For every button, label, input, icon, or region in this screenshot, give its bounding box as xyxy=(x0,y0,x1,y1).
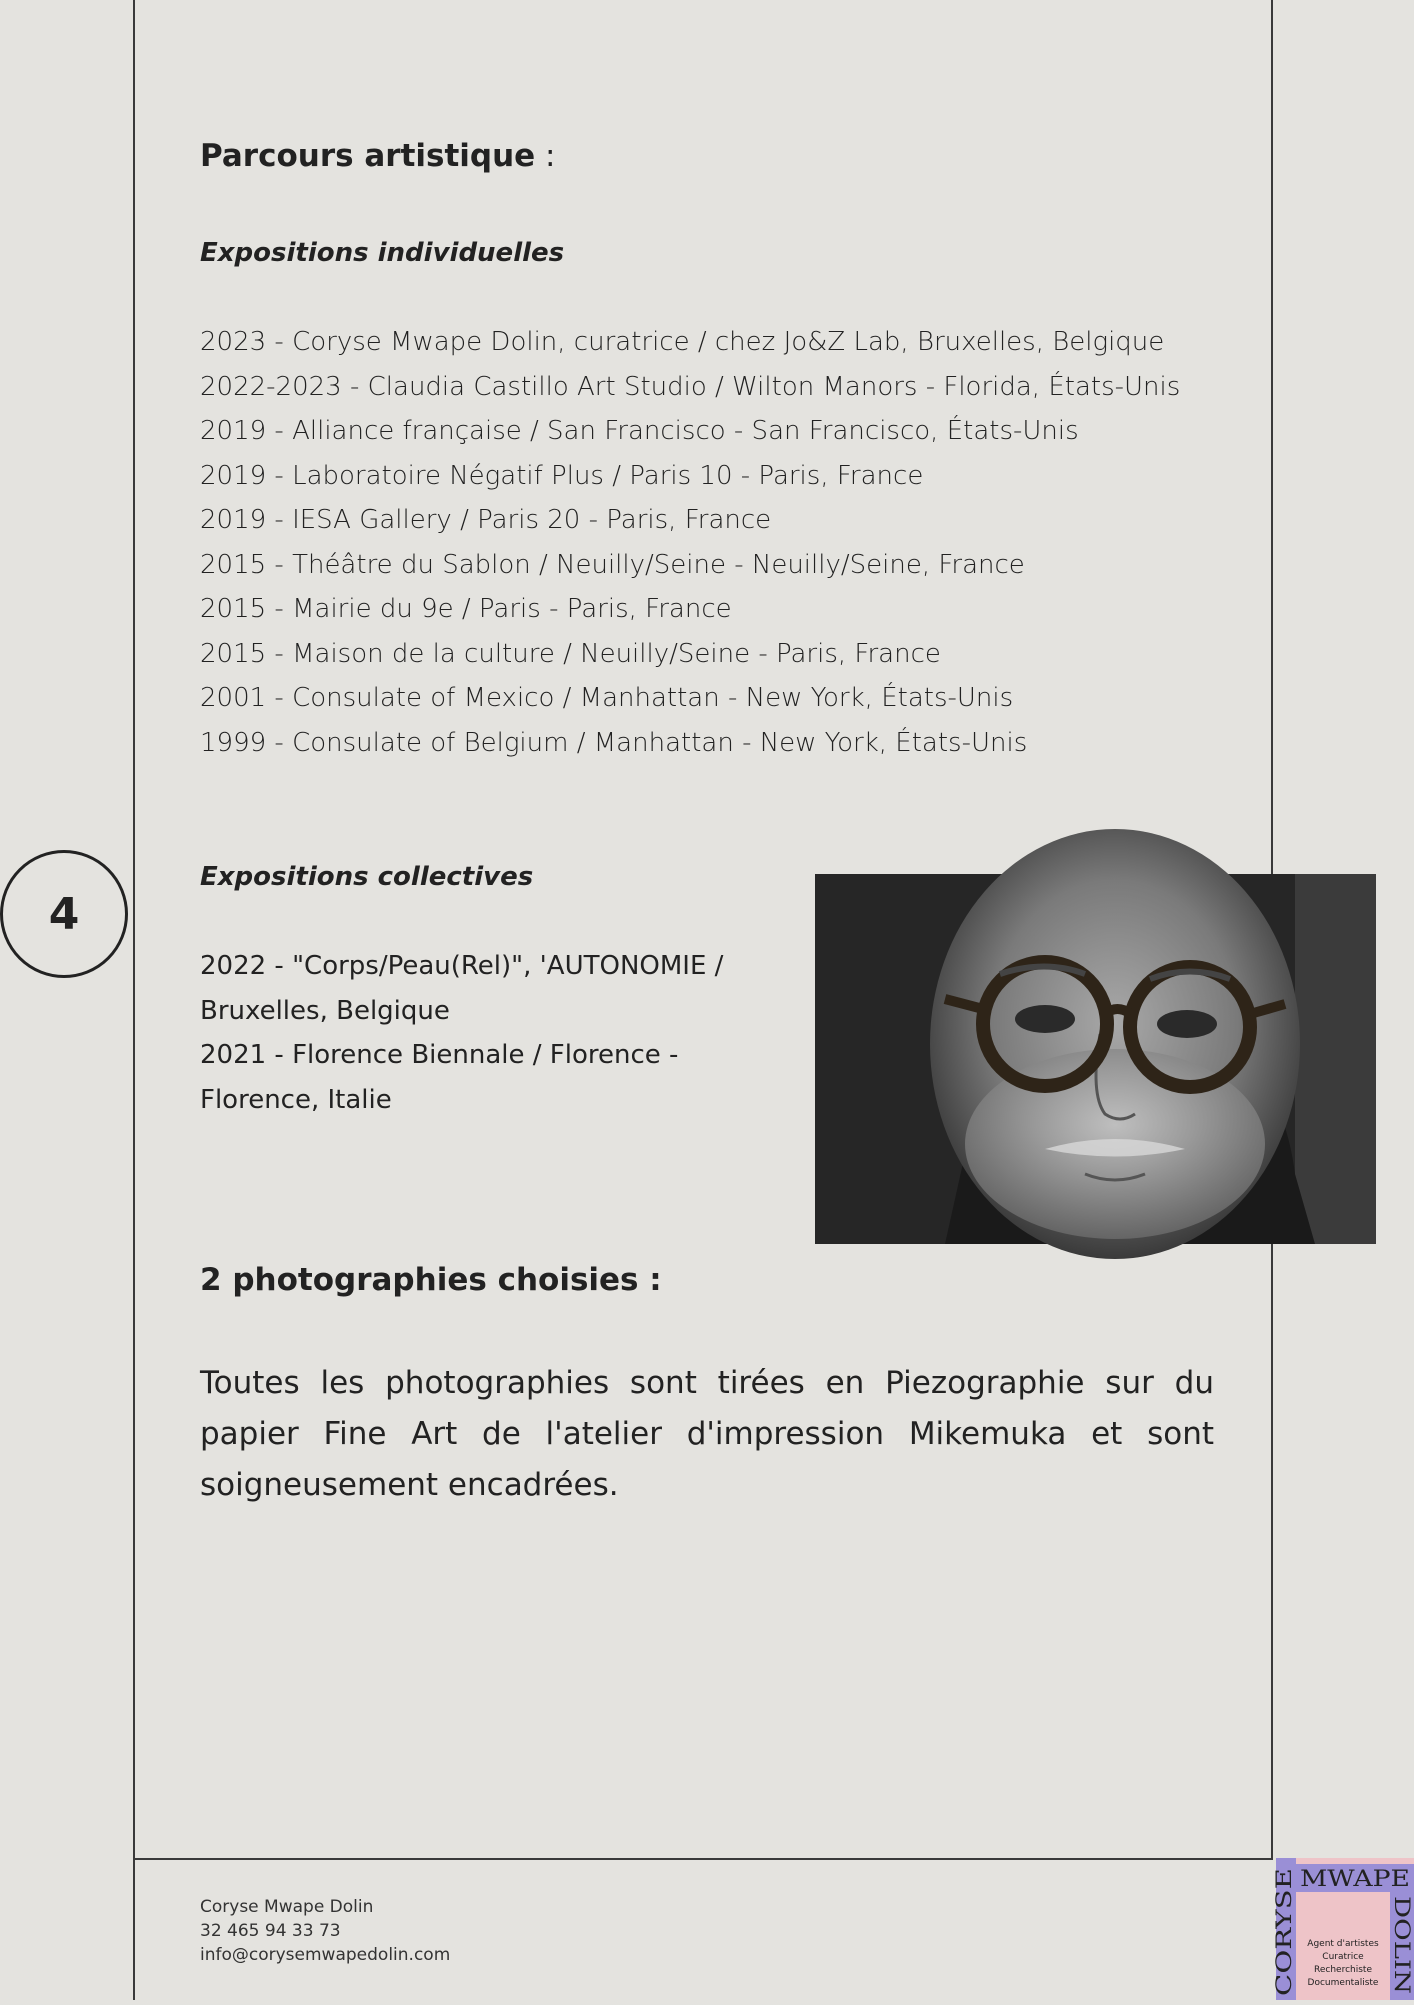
logo-role: Curatrice xyxy=(1322,1952,1364,1962)
list-item: 2015 - Théâtre du Sablon / Neuilly/Seine - Neuilly/Seine, France xyxy=(200,549,1025,580)
logo-word-vertical: CORYSE xyxy=(1272,1903,1296,1996)
individual-exhibitions-heading: Expositions individuelles xyxy=(200,238,565,268)
footer-name: Coryse Mwape Dolin xyxy=(200,1897,374,1917)
page-title xyxy=(200,138,556,174)
list-item: 2022-2023 - Claudia Castillo Art Studio / Wilton Manors - Florida, États-Unis xyxy=(200,371,1181,402)
collective-exhibitions-heading: Expositions collectives xyxy=(200,862,534,892)
photographs-heading: 2 photographies choisies : xyxy=(200,1262,662,1298)
list-item: 2015 - Mairie du 9e / Paris - Paris, France xyxy=(200,594,732,624)
list-item: 2022 - "Corps/Peau(Rel)", 'AUTONOMIE / Bruxelles, Belgique xyxy=(200,951,724,1026)
logo-role: Documentaliste xyxy=(1307,1978,1379,1988)
brand-logo-mark xyxy=(1272,1858,1414,2000)
list-item: 2015 - Maison de la culture / Neuilly/Seine - Paris, France xyxy=(200,638,941,669)
list-item: 2001 - Consulate of Mexico / Manhattan - New York, États-Unis xyxy=(200,683,1014,713)
logo-role: Recherchiste xyxy=(1314,1965,1372,1975)
brand-logo xyxy=(1272,1858,1414,2000)
logo-word-top: MWAPE xyxy=(1300,1867,1410,1892)
collective-exhibitions-list xyxy=(200,944,760,1122)
footer-divider xyxy=(133,1858,1273,1860)
individual-exhibitions-list xyxy=(200,320,1180,765)
list-item: 2021 - Florence Biennale / Florence - Florence, Italie xyxy=(200,1040,679,1115)
footer-email: info@corysemwapedolin.com xyxy=(200,1945,451,1965)
list-item: 2019 - Alliance française / San Francisco - San Francisco, États-Unis xyxy=(200,416,1079,446)
logo-role: Agent d'artistes xyxy=(1307,1939,1379,1949)
list-item: 1999 - Consulate of Belgium / Manhattan - New York, États-Unis xyxy=(200,727,1028,758)
logo-word-side: DOLIN xyxy=(1390,1896,1414,1971)
list-item: 2023 - Coryse Mwape Dolin, curatrice / chez Jo&Z Lab, Bruxelles, Belgique xyxy=(200,327,1165,357)
list-item: 2019 - Laboratoire Négatif Plus / Paris 10 - Paris, France xyxy=(200,460,924,491)
page-number-badge: 4 xyxy=(0,850,128,978)
footer-contact xyxy=(200,1895,450,1967)
portrait-photo xyxy=(815,874,1376,1244)
portrait-illustration xyxy=(815,874,1376,1244)
page-title-bold: Parcours artistique xyxy=(200,138,536,174)
list-item: 2019 - IESA Gallery / Paris 20 - Paris, France xyxy=(200,505,772,535)
page-title-suffix: : xyxy=(535,138,556,174)
photographs-description: Toutes les photographies sont tirées en Piezographie sur du papier Fine Art de l'atelier d'impression Mikemuka et sont soigneusement encadrées. xyxy=(200,1365,1214,1503)
footer-phone: 32 465 94 33 73 xyxy=(200,1921,341,1941)
left-border-line xyxy=(133,0,135,2000)
